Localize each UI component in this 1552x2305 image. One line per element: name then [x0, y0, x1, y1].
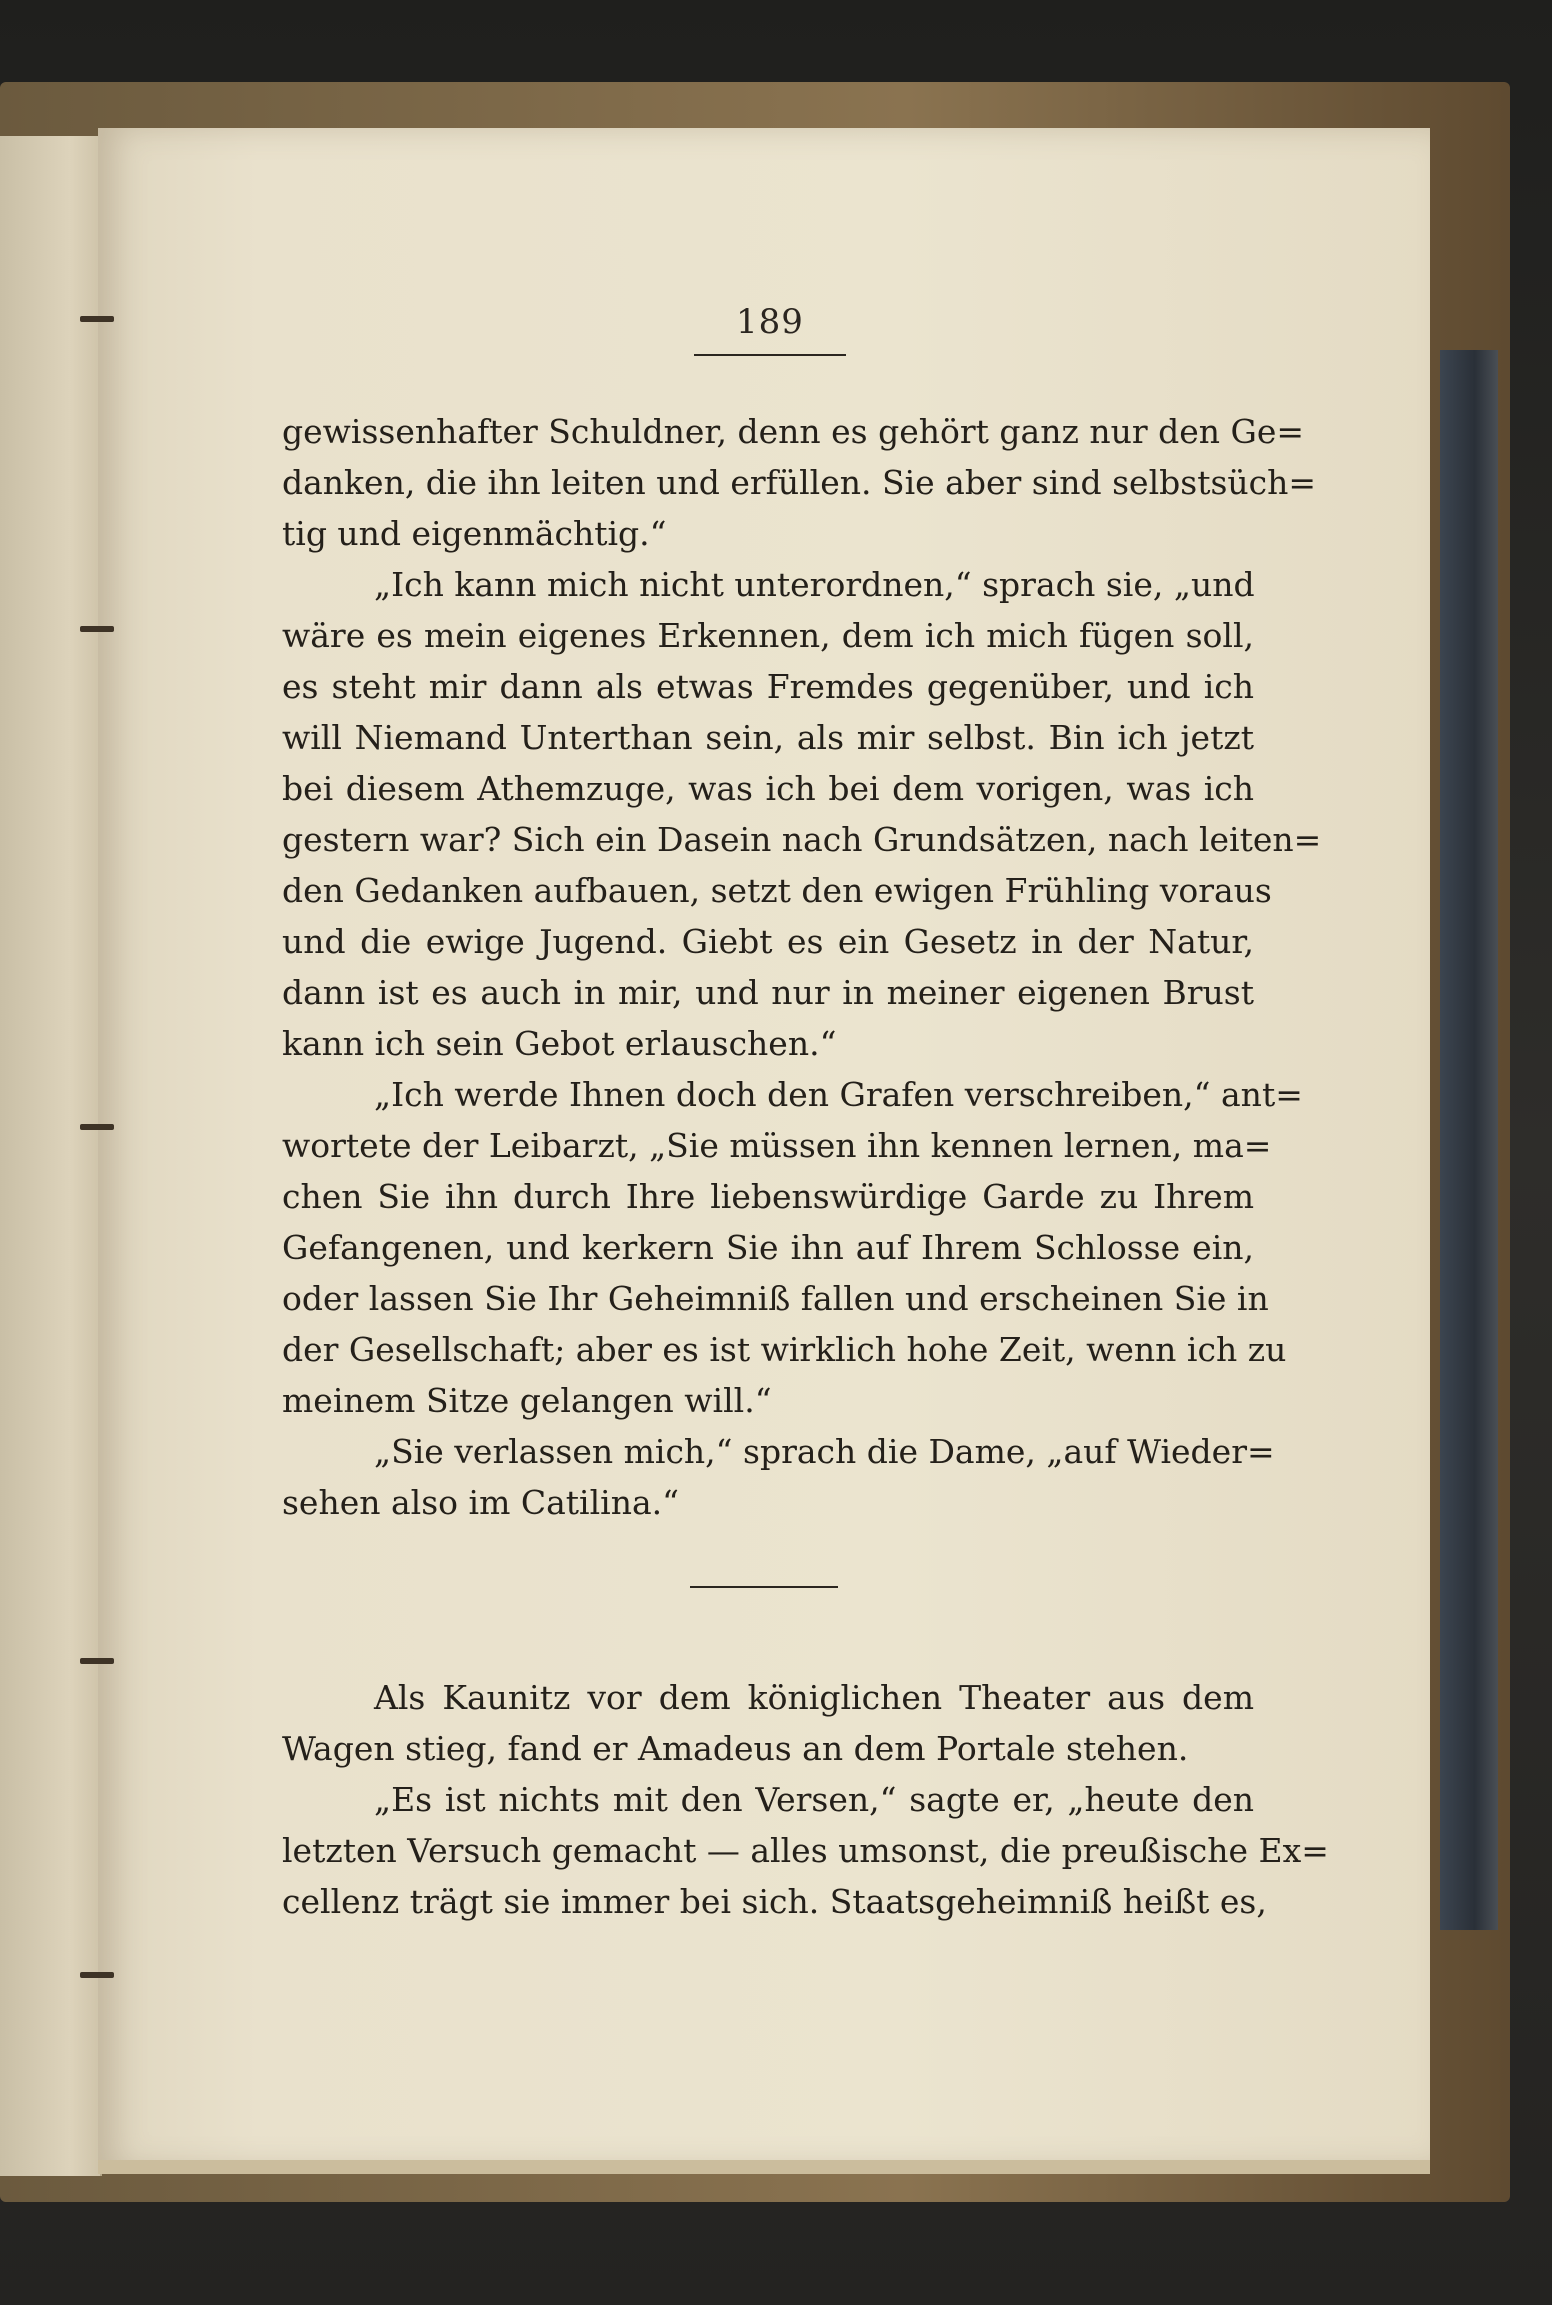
book-spine — [1440, 350, 1498, 1930]
text-line: gewissenhafter Schuldner, denn es gehört ganz nur den Ge= — [282, 412, 1305, 451]
page-number-rule — [694, 354, 846, 356]
text-line: will Niemand Unterthan sein, als mir selbst. Bin ich jetzt — [282, 718, 1254, 757]
text-line: Gefangenen, und kerkern Sie ihn auf Ihrem Schlosse ein, — [282, 1228, 1254, 1267]
text-section-1 — [282, 406, 1322, 1528]
text-line: letzten Versuch gemacht — alles umsonst, die preußische Ex= — [282, 1831, 1329, 1870]
binding-stitch — [80, 316, 114, 322]
text-line: es steht mir dann als etwas Fremdes gegenüber, und ich — [282, 667, 1254, 706]
text-line: bei diesem Athemzuge, was ich bei dem vorigen, was ich — [282, 769, 1254, 808]
text-line: und die ewige Jugend. Giebt es ein Gesetz in der Natur, — [282, 922, 1254, 961]
text-line: kann ich sein Gebot erlauschen.“ — [282, 1024, 837, 1063]
binding-stitch — [80, 1658, 114, 1664]
text-line: „Sie verlassen mich,“ sprach die Dame, „auf Wieder= — [374, 1432, 1275, 1471]
text-line: wäre es mein eigenes Erkennen, dem ich mich fügen soll, — [282, 616, 1254, 655]
binding-stitch — [80, 1972, 114, 1978]
text-line: „Es ist nichts mit den Versen,“ sagte er, „heute den — [374, 1780, 1254, 1819]
text-line: chen Sie ihn durch Ihre liebenswürdige Garde zu Ihrem — [282, 1177, 1254, 1216]
text-line: dann ist es auch in mir, und nur in meiner eigenen Brust — [282, 973, 1254, 1012]
page-bottom-edge — [98, 2160, 1430, 2174]
text-line: Wagen stieg, fand er Amadeus an dem Portale stehen. — [282, 1729, 1189, 1768]
text-line: meinem Sitze gelangen will.“ — [282, 1381, 772, 1420]
text-line: „Ich kann mich nicht unterordnen,“ sprach sie, „und — [374, 565, 1255, 604]
binding-stitch — [80, 626, 114, 632]
binding-stitch — [80, 1124, 114, 1130]
text-line: cellenz trägt sie immer bei sich. Staatsgeheimniß heißt es, — [282, 1882, 1267, 1921]
text-line: danken, die ihn leiten und erfüllen. Sie aber sind selbstsüch= — [282, 463, 1317, 502]
text-line: oder lassen Sie Ihr Geheimniß fallen und erscheinen Sie in — [282, 1279, 1269, 1318]
text-section-2 — [282, 1672, 1329, 1927]
text-line: „Ich werde Ihnen doch den Grafen verschreiben,“ ant= — [374, 1075, 1303, 1114]
section-divider — [690, 1586, 838, 1588]
page-number: 189 — [736, 302, 804, 342]
text-line: tig und eigenmächtig.“ — [282, 514, 667, 553]
text-line: der Gesellschaft; aber es ist wirklich hohe Zeit, wenn ich zu — [282, 1330, 1287, 1369]
text-line: Als Kaunitz vor dem königlichen Theater aus dem — [374, 1678, 1254, 1717]
text-line: wortete der Leibarzt, „Sie müssen ihn kennen lernen, ma= — [282, 1126, 1272, 1165]
left-page-edge — [0, 136, 102, 2176]
text-line: gestern war? Sich ein Dasein nach Grundsätzen, nach leiten= — [282, 820, 1322, 859]
text-line: sehen also im Catilina.“ — [282, 1483, 679, 1522]
text-line: den Gedanken aufbauen, setzt den ewigen Frühling voraus — [282, 871, 1272, 910]
